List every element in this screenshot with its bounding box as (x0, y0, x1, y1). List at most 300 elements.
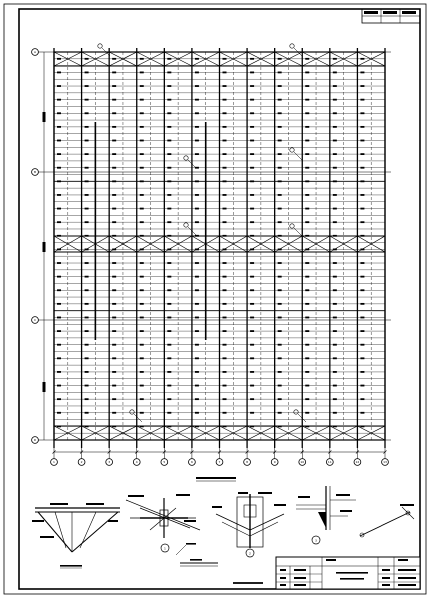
purlin-tag (360, 180, 364, 182)
purlin-tag (195, 412, 199, 414)
purlin-tag (278, 126, 282, 128)
purlin-tag (223, 112, 227, 114)
purlin-tag (85, 167, 89, 169)
purlin-tag (360, 262, 364, 264)
purlin-tag (140, 385, 144, 387)
purlin-tag (112, 180, 116, 182)
roof-framing-plan (38, 44, 391, 454)
purlin-tag (223, 371, 227, 373)
purlin-tag (57, 344, 61, 346)
purlin-tag (167, 357, 171, 359)
purlin-tag (167, 289, 171, 291)
purlin-tag (57, 303, 61, 305)
purlin-tag (360, 126, 364, 128)
purlin-tag (333, 385, 337, 387)
purlin-tag (195, 112, 199, 114)
dimension-text-mark (43, 112, 46, 122)
purlin-tag (195, 317, 199, 319)
purlin-tag (278, 85, 282, 87)
detail-callout-icon (184, 156, 188, 160)
column-axis-label: 12 (355, 460, 360, 465)
purlin-tag (278, 72, 282, 74)
purlin-tag (250, 58, 254, 60)
detail-marker-2: 2 (249, 551, 251, 556)
column-axis-label: 2 (80, 460, 83, 465)
purlin-tag (112, 167, 116, 169)
purlin-tag (223, 412, 227, 414)
purlin-tag (333, 221, 337, 223)
purlin-tag (305, 344, 309, 346)
purlin-tag (167, 221, 171, 223)
purlin-tag (112, 289, 116, 291)
purlin-tag (360, 58, 364, 60)
purlin-tag (85, 385, 89, 387)
purlin-tag (167, 276, 171, 278)
purlin-tag (305, 194, 309, 196)
purlin-tag (85, 262, 89, 264)
purlin-tag (57, 180, 61, 182)
purlin-tag (112, 194, 116, 196)
purlin-tag (360, 112, 364, 114)
purlin-tag (112, 262, 116, 264)
purlin-tag (250, 85, 254, 87)
purlin-tag (360, 72, 364, 74)
purlin-tag (278, 276, 282, 278)
purlin-tag (305, 330, 309, 332)
row-axis-label: A (33, 50, 37, 55)
purlin-tag (195, 99, 199, 101)
purlin-tag (195, 276, 199, 278)
purlin-tag (305, 180, 309, 182)
purlin-tag (223, 72, 227, 74)
purlin-tag (360, 167, 364, 169)
column-axis-label: 8 (246, 460, 249, 465)
purlin-tag (250, 289, 254, 291)
purlin-tag (305, 289, 309, 291)
purlin-tag (195, 344, 199, 346)
purlin-tag (85, 357, 89, 359)
purlin-tag (223, 330, 227, 332)
purlin-tag (57, 412, 61, 414)
purlin-tag (57, 221, 61, 223)
purlin-tag (167, 85, 171, 87)
purlin-tag (112, 99, 116, 101)
purlin-tag (278, 303, 282, 305)
purlin-tag (250, 357, 254, 359)
purlin-tag (57, 208, 61, 210)
purlin-tag (333, 303, 337, 305)
column-axis-label: 3 (108, 460, 111, 465)
purlin-tag (223, 85, 227, 87)
purlin-tag (278, 385, 282, 387)
column-axis-label: 1 (53, 460, 55, 465)
purlin-tag (278, 317, 282, 319)
purlin-tag (57, 72, 61, 74)
purlin-tag (195, 398, 199, 400)
purlin-tag (223, 344, 227, 346)
column-axis-label: 4 (135, 460, 138, 465)
purlin-tag (305, 153, 309, 155)
purlin-tag (167, 344, 171, 346)
main-title-block (276, 557, 420, 589)
purlin-tag (112, 344, 116, 346)
column-axis-label: 9 (273, 460, 276, 465)
purlin-tag (57, 153, 61, 155)
purlin-tag (360, 303, 364, 305)
purlin-tag (305, 385, 309, 387)
detail-bracing-node (126, 494, 218, 566)
purlin-tag (57, 330, 61, 332)
purlin-tag (57, 126, 61, 128)
dimension-text-mark (43, 382, 46, 392)
purlin-tag (223, 398, 227, 400)
purlin-tag (333, 72, 337, 74)
purlin-tag (195, 140, 199, 142)
purlin-tag (85, 412, 89, 414)
purlin-tag (195, 194, 199, 196)
purlin-tag (223, 317, 227, 319)
purlin-tag (167, 330, 171, 332)
purlin-tag (57, 385, 61, 387)
purlin-tag (360, 317, 364, 319)
purlin-tag (57, 167, 61, 169)
detail-gusset-connection (212, 492, 286, 557)
purlin-tag (140, 344, 144, 346)
purlin-tag (278, 112, 282, 114)
purlin-tag (140, 221, 144, 223)
detail-purlin-cleat (296, 486, 356, 544)
purlin-tag (140, 303, 144, 305)
purlin-tag (278, 153, 282, 155)
purlin-tag (278, 58, 282, 60)
purlin-tag (195, 289, 199, 291)
purlin-tag (85, 85, 89, 87)
purlin-tag (167, 208, 171, 210)
purlin-tag (223, 167, 227, 169)
column-axis-label: 10 (300, 460, 305, 465)
purlin-tag (223, 180, 227, 182)
purlin-tag (57, 99, 61, 101)
purlin-tag (112, 85, 116, 87)
row-axis-label: C (33, 318, 37, 323)
purlin-tag (333, 262, 337, 264)
purlin-tag (57, 357, 61, 359)
purlin-tag (333, 140, 337, 142)
purlin-tag (333, 58, 337, 60)
purlin-tag (140, 262, 144, 264)
purlin-tag (195, 385, 199, 387)
purlin-tag (333, 317, 337, 319)
purlin-tag (167, 194, 171, 196)
purlin-tag (360, 398, 364, 400)
purlin-tag (223, 153, 227, 155)
purlin-tag (85, 112, 89, 114)
purlin-tag (333, 85, 337, 87)
purlin-tag (360, 85, 364, 87)
purlin-tag (140, 99, 144, 101)
purlin-tag (278, 371, 282, 373)
purlin-tag (140, 208, 144, 210)
purlin-tag (140, 398, 144, 400)
purlin-tag (85, 330, 89, 332)
purlin-tag (305, 317, 309, 319)
purlin-tag (112, 276, 116, 278)
purlin-tag (305, 167, 309, 169)
purlin-tag (112, 153, 116, 155)
purlin-tag (167, 303, 171, 305)
top-title-block (362, 9, 420, 23)
purlin-tag (250, 194, 254, 196)
purlin-tag (167, 153, 171, 155)
purlin-tag (333, 344, 337, 346)
purlin-tag (360, 140, 364, 142)
purlin-tag (57, 276, 61, 278)
purlin-tag (112, 371, 116, 373)
purlin-tag (278, 140, 282, 142)
purlin-tag (250, 126, 254, 128)
purlin-tag (250, 180, 254, 182)
purlin-tag (85, 221, 89, 223)
purlin-tag (85, 58, 89, 60)
purlin-tag (250, 99, 254, 101)
purlin-tag (360, 412, 364, 414)
purlin-tag (278, 412, 282, 414)
purlin-tag (223, 58, 227, 60)
detail-callout-icon (98, 44, 102, 48)
purlin-tag (223, 140, 227, 142)
purlin-tag (360, 344, 364, 346)
purlin-tag (250, 317, 254, 319)
purlin-tag (305, 262, 309, 264)
purlin-tag (250, 344, 254, 346)
purlin-tag (85, 289, 89, 291)
purlin-tag (57, 262, 61, 264)
purlin-tag (112, 330, 116, 332)
purlin-tag (223, 303, 227, 305)
detail-tie-rod (360, 504, 414, 537)
detail-callout-icon (184, 223, 188, 227)
purlin-tag (333, 180, 337, 182)
callout-leader (134, 414, 142, 422)
purlin-tag (278, 289, 282, 291)
purlin-tag (140, 126, 144, 128)
purlin-tag (85, 153, 89, 155)
purlin-tag (112, 140, 116, 142)
purlin-tag (85, 317, 89, 319)
purlin-tag (333, 289, 337, 291)
purlin-tag (333, 99, 337, 101)
purlin-tag (167, 180, 171, 182)
purlin-tag (57, 85, 61, 87)
purlin-tag (360, 276, 364, 278)
purlin-tag (195, 153, 199, 155)
purlin-tag (360, 371, 364, 373)
purlin-tag (278, 167, 282, 169)
purlin-tag (278, 357, 282, 359)
purlin-tag (57, 140, 61, 142)
purlin-tag (112, 398, 116, 400)
purlin-tag (250, 208, 254, 210)
purlin-tag (305, 398, 309, 400)
purlin-tag (250, 276, 254, 278)
purlin-tag (333, 167, 337, 169)
purlin-tag (250, 221, 254, 223)
purlin-tag (250, 371, 254, 373)
purlin-tag (85, 72, 89, 74)
purlin-tag (112, 412, 116, 414)
purlin-tag (85, 303, 89, 305)
purlin-tag (57, 289, 61, 291)
purlin-tag (140, 194, 144, 196)
purlin-tag (305, 412, 309, 414)
purlin-tag (112, 221, 116, 223)
purlin-tag (112, 112, 116, 114)
purlin-tag (85, 194, 89, 196)
purlin-tag (278, 330, 282, 332)
outer-sheet-border (4, 4, 426, 594)
detail-callout-icon (294, 410, 298, 414)
purlin-tag (250, 385, 254, 387)
purlin-tag (195, 180, 199, 182)
purlin-tag (85, 276, 89, 278)
purlin-tag (333, 412, 337, 414)
purlin-tag (195, 126, 199, 128)
purlin-tag (112, 72, 116, 74)
purlin-tag (278, 194, 282, 196)
purlin-tag (305, 221, 309, 223)
purlin-tag (360, 153, 364, 155)
purlin-tag (305, 99, 309, 101)
purlin-tag (140, 58, 144, 60)
purlin-tag (140, 317, 144, 319)
column-axis-label: 13 (383, 460, 387, 465)
detail-marker-1: 1 (164, 546, 166, 551)
purlin-tag (333, 112, 337, 114)
purlin-tag (195, 303, 199, 305)
purlin-tag (333, 194, 337, 196)
purlin-tag (57, 58, 61, 60)
purlin-tag (140, 357, 144, 359)
detail-callout-icon (290, 148, 294, 152)
purlin-tag (112, 385, 116, 387)
purlin-tag (250, 140, 254, 142)
purlin-tag (167, 72, 171, 74)
purlin-tag (360, 289, 364, 291)
purlin-tag (250, 167, 254, 169)
purlin-tag (223, 194, 227, 196)
purlin-tag (140, 85, 144, 87)
purlin-tag (140, 276, 144, 278)
purlin-tag (223, 126, 227, 128)
purlin-tag (278, 99, 282, 101)
purlin-tag (195, 221, 199, 223)
purlin-tag (223, 262, 227, 264)
purlin-tag (140, 112, 144, 114)
purlin-tag (167, 58, 171, 60)
purlin-tag (167, 371, 171, 373)
purlin-tag (360, 208, 364, 210)
row-axis-label: D (33, 438, 37, 443)
purlin-tag (305, 303, 309, 305)
purlin-tag (223, 99, 227, 101)
purlin-tag (85, 99, 89, 101)
purlin-tag (195, 85, 199, 87)
purlin-tag (85, 180, 89, 182)
purlin-tag (85, 126, 89, 128)
purlin-tag (140, 153, 144, 155)
purlin-tag (305, 208, 309, 210)
purlin-tag (305, 58, 309, 60)
purlin-tag (112, 58, 116, 60)
purlin-tag (85, 371, 89, 373)
column-axis-label: 11 (327, 460, 332, 465)
purlin-tag (167, 398, 171, 400)
purlin-tag (112, 303, 116, 305)
column-axis-label: 5 (163, 460, 166, 465)
purlin-tag (195, 357, 199, 359)
purlin-tag (140, 412, 144, 414)
purlin-tag (250, 330, 254, 332)
detail-truss-end (32, 503, 120, 568)
purlin-tag (360, 194, 364, 196)
purlin-tag (167, 140, 171, 142)
purlin-tag (140, 289, 144, 291)
plan-caption (196, 478, 236, 481)
purlin-tag (278, 180, 282, 182)
purlin-tag (223, 276, 227, 278)
dimension-text-mark (43, 242, 46, 252)
detail-callout-icon (290, 44, 294, 48)
purlin-tag (278, 344, 282, 346)
purlin-tag (305, 371, 309, 373)
purlin-tag (167, 99, 171, 101)
purlin-tag (57, 398, 61, 400)
purlin-tag (167, 126, 171, 128)
purlin-tag (167, 262, 171, 264)
purlin-tag (140, 330, 144, 332)
purlin-tag (112, 357, 116, 359)
purlin-tag (305, 72, 309, 74)
purlin-tag (167, 112, 171, 114)
purlin-tag (333, 126, 337, 128)
purlin-tag (333, 330, 337, 332)
purlin-tag (57, 371, 61, 373)
purlin-tag (85, 398, 89, 400)
purlin-tag (250, 303, 254, 305)
purlin-tag (305, 140, 309, 142)
purlin-tag (195, 330, 199, 332)
purlin-tag (195, 58, 199, 60)
purlin-tag (57, 112, 61, 114)
purlin-tag (250, 398, 254, 400)
purlin-tag (333, 371, 337, 373)
purlin-tag (195, 208, 199, 210)
purlin-tag (360, 221, 364, 223)
purlin-tag (278, 221, 282, 223)
purlin-tag (140, 180, 144, 182)
purlin-tag (250, 153, 254, 155)
callout-leader (294, 228, 302, 236)
purlin-tag (195, 371, 199, 373)
purlin-tag (305, 126, 309, 128)
detail-callout-icon (290, 224, 294, 228)
purlin-tag (195, 72, 199, 74)
purlin-tag (195, 262, 199, 264)
purlin-tag (360, 330, 364, 332)
purlin-tag (360, 99, 364, 101)
callout-leader (294, 152, 302, 160)
purlin-tag (167, 385, 171, 387)
